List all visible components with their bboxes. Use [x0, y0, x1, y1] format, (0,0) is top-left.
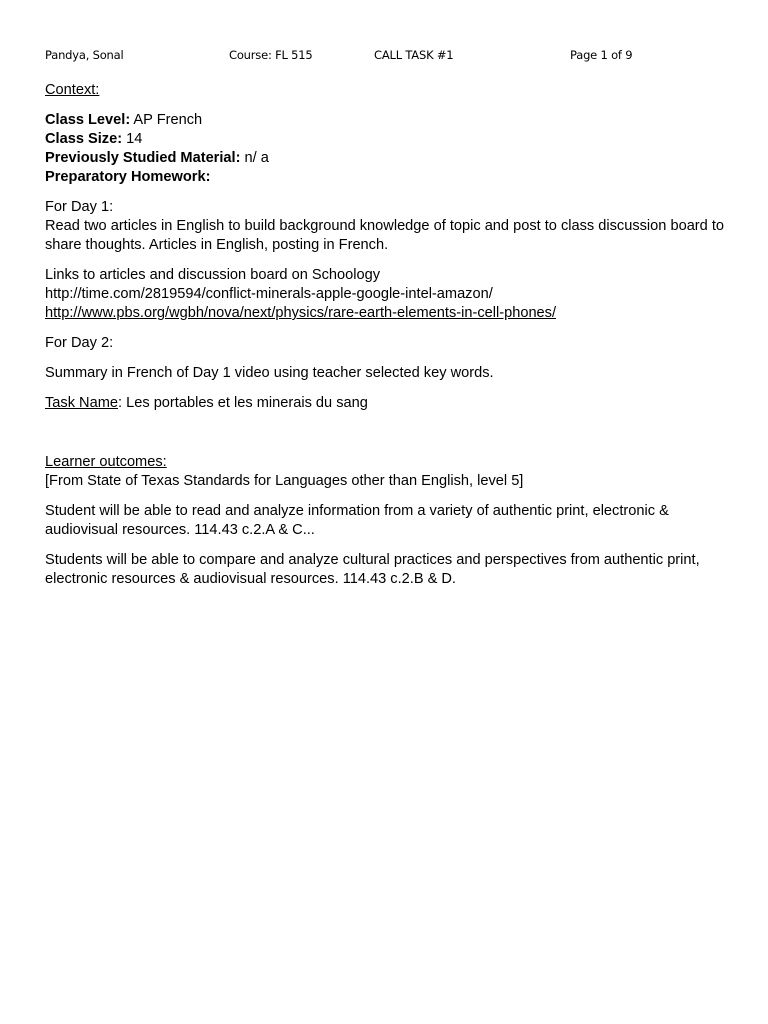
day1-heading: For Day 1: [45, 199, 114, 215]
class-size-line [45, 130, 735, 149]
document-page [45, 0, 735, 1024]
previous-material-label: Previously Studied Material: [45, 150, 241, 166]
outcomes-source: [From State of Texas Standards for Languages other than English, level 5] [45, 473, 524, 489]
header-task: CALL TASK #1 [374, 48, 454, 62]
links-intro: Links to articles and discussion board on Schoology [45, 267, 381, 283]
class-level-line [45, 111, 735, 130]
class-level-label: Class Level: [45, 112, 131, 128]
task-name-label: Task Name [45, 395, 118, 411]
day2-heading: For Day 2: [45, 335, 114, 351]
outcome-item-2: Students will be able to compare and analyze cultural practices and perspectives from authentic print, electronic resources & audiovisual resources. 114.43 c.2.B & D. [45, 552, 700, 587]
previous-material-value: n/ a [240, 150, 269, 166]
outcomes-block [45, 453, 735, 491]
article-url-2[interactable]: http://www.pbs.org/wgbh/nova/next/physics/rare-earth-elements-in-cell-phones/ [45, 305, 557, 321]
page-header [45, 46, 735, 64]
class-size-label: Class Size: [45, 131, 123, 147]
header-course: Course: FL 515 [229, 48, 313, 62]
article-link-2[interactable] [45, 304, 735, 323]
header-author-name: Pandya, Sonal [45, 48, 124, 62]
outcome-item-1: Student will be able to read and analyze information from a variety of authentic print, electronic & audiovisual resources. 114.43 c.2.A & C... [45, 503, 669, 538]
day1-block [45, 198, 735, 255]
task-name-line [45, 394, 735, 413]
document-body [45, 81, 735, 589]
class-info-block [45, 111, 735, 187]
day1-text: Read two articles in English to build background knowledge of topic and post to class discussion board to share thoughts. Articles in English, posting in French. [45, 218, 725, 253]
header-page-number: Page 1 of 9 [570, 48, 633, 62]
homework-label: Preparatory Homework: [45, 169, 211, 185]
links-block [45, 266, 735, 323]
article-url-1[interactable]: http://time.com/2819594/conflict-minerals-apple-google-intel-amazon/ [45, 286, 493, 302]
day2-text: Summary in French of Day 1 video using teacher selected key words. [45, 365, 494, 381]
homework-line [45, 168, 735, 187]
context-heading: Context: [45, 82, 100, 98]
class-size-value: 14 [122, 131, 143, 147]
task-name-value: : Les portables et les minerais du sang [118, 395, 368, 411]
outcomes-heading: Learner outcomes: [45, 454, 167, 470]
previous-material-line [45, 149, 735, 168]
article-link-1[interactable] [45, 285, 735, 304]
class-level-value: AP French [130, 112, 203, 128]
